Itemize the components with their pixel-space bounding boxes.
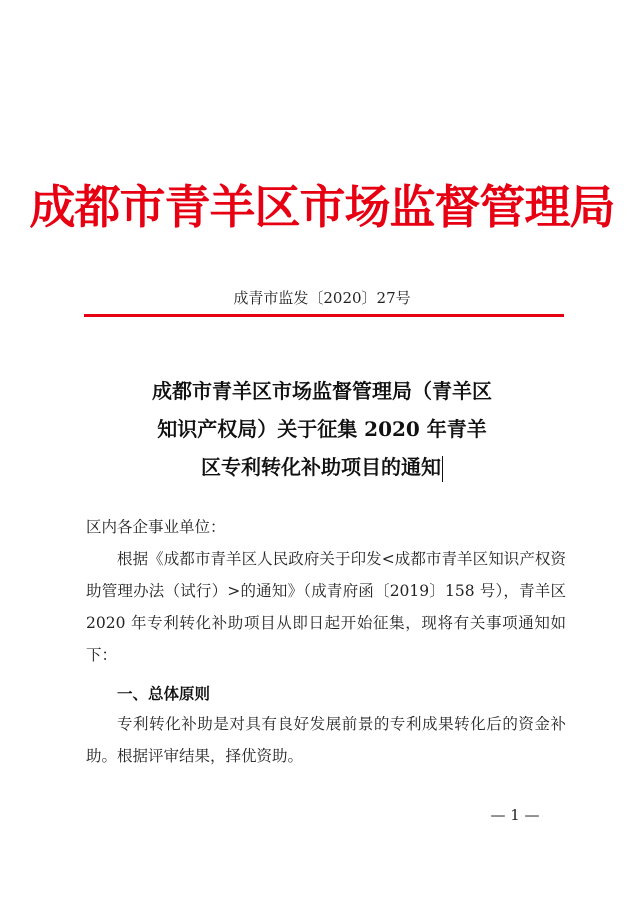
paragraph-general-principle: 专利转化补助是对具有良好发展前景的专利成果转化后的资金补助。根据评审结果，择优资助。: [86, 715, 566, 765]
title-line-2: 知识产权局）关于征集 2020 年青羊: [157, 417, 487, 441]
masthead-title: 成都市青羊区市场监督管理局: [29, 180, 615, 234]
notice-title: [120, 372, 524, 486]
text-cursor: [442, 456, 443, 482]
title-line-1: 成都市青羊区市场监督管理局（青羊区: [152, 379, 492, 403]
section-heading-general-principle: 一、总体原则: [117, 685, 211, 703]
paragraph-intro: 根据《成都市青羊区人民政府关于印发<成都市青羊区知识产权资助管理办法（试行）>的通知》（成青府函〔2019〕158 号），青羊区 2020 年专利转化补助项目从即日起开始征集，现将有关事项通知如下：: [86, 550, 566, 664]
page-number: — 1 —: [490, 806, 540, 824]
title-line-3-text: 区专利转化补助项目的通知: [201, 455, 441, 479]
document-number: 成青市监发〔2020〕27号: [233, 289, 411, 307]
salutation: 区内各企事业单位：: [86, 518, 226, 536]
red-divider-line: [84, 314, 564, 317]
title-line-3: [120, 448, 524, 486]
